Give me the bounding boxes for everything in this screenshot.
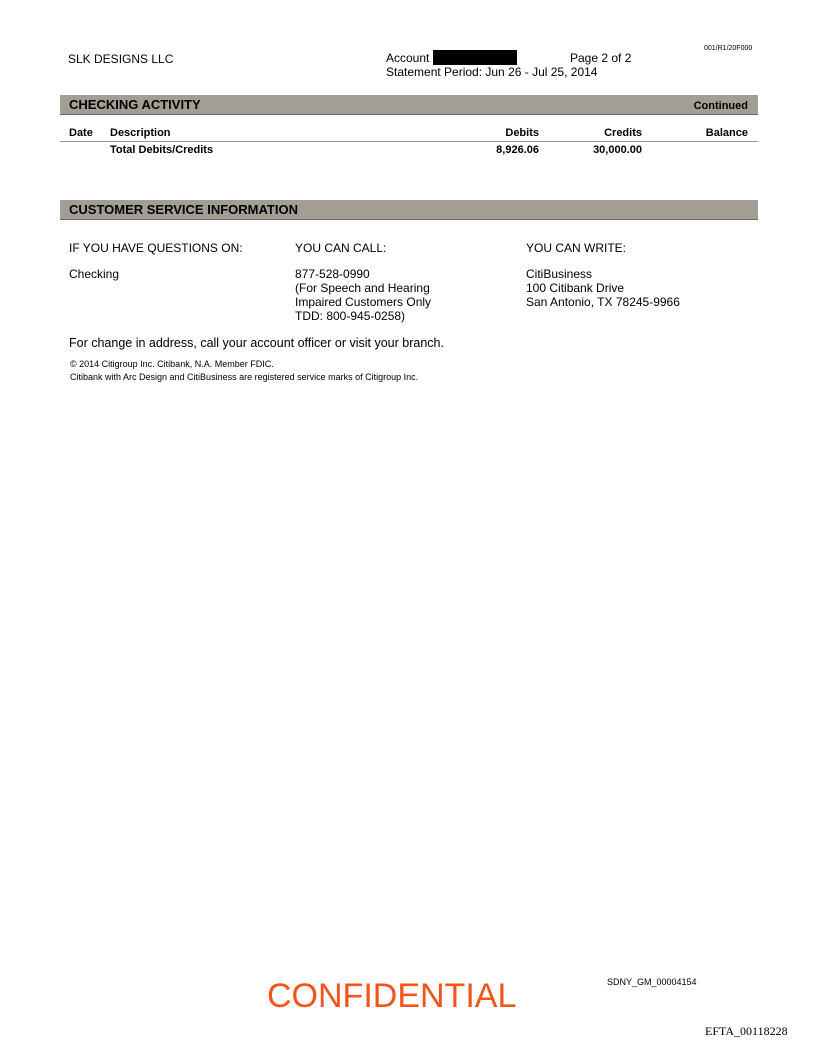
address-change-note: For change in address, call your account officer or visit your branch. <box>69 336 444 350</box>
address-line: 100 Citibank Drive <box>526 281 625 295</box>
call-header: YOU CAN CALL: <box>295 241 387 255</box>
write-header: YOU CAN WRITE: <box>526 241 627 255</box>
total-credits: 30,000.00 <box>593 144 642 156</box>
copyright-line: © 2014 Citigroup Inc. Citibank, N.A. Member FDIC. <box>70 359 274 369</box>
address-line: CitiBusiness <box>526 267 593 281</box>
efta-number: EFTA_00118228 <box>705 1024 788 1038</box>
customer-service-bar <box>60 200 758 220</box>
header-rule <box>60 141 758 142</box>
total-debits: 8,926.06 <box>496 144 539 156</box>
statement-period: Statement Period: Jun 26 - Jul 25, 2014 <box>386 65 598 79</box>
bates-number: SDNY_GM_00004154 <box>607 977 697 987</box>
checking-activity-title: CHECKING ACTIVITY <box>69 97 201 112</box>
checking-activity-bar <box>60 95 758 115</box>
phone-number: 877-528-0990 <box>295 267 370 281</box>
col-date: Date <box>69 127 93 139</box>
account-block <box>386 50 597 79</box>
page-number: Page 2 of 2 <box>570 51 632 65</box>
question-topic: Checking <box>69 267 120 281</box>
call-note-line: (For Speech and Hearing <box>295 281 430 295</box>
mail-address <box>526 267 680 309</box>
col-balance: Balance <box>705 127 748 139</box>
tdd-number: TDD: 800-945-0258) <box>295 309 406 323</box>
confidential-stamp: CONFIDENTIAL <box>267 977 517 1015</box>
form-code: 001/R1/20F000 <box>704 45 753 52</box>
questions-header: IF YOU HAVE QUESTIONS ON: <box>69 241 243 255</box>
account-label: Account <box>386 51 430 65</box>
total-label: Total Debits/Credits <box>110 144 214 156</box>
call-note-line: Impaired Customers Only <box>295 295 432 309</box>
customer-service-title: CUSTOMER SERVICE INFORMATION <box>69 202 298 217</box>
account-number-redaction <box>433 50 517 65</box>
company-name: SLK DESIGNS LLC <box>68 52 174 66</box>
col-debits: Debits <box>505 127 539 139</box>
continued-label: Continued <box>693 100 748 112</box>
call-info <box>295 267 431 323</box>
service-marks-line: Citibank with Arc Design and CitiBusiness are registered service marks of Citigroup Inc. <box>70 372 419 382</box>
col-credits: Credits <box>604 127 642 139</box>
address-line: San Antonio, TX 78245-9966 <box>526 295 680 309</box>
col-description: Description <box>110 127 171 139</box>
